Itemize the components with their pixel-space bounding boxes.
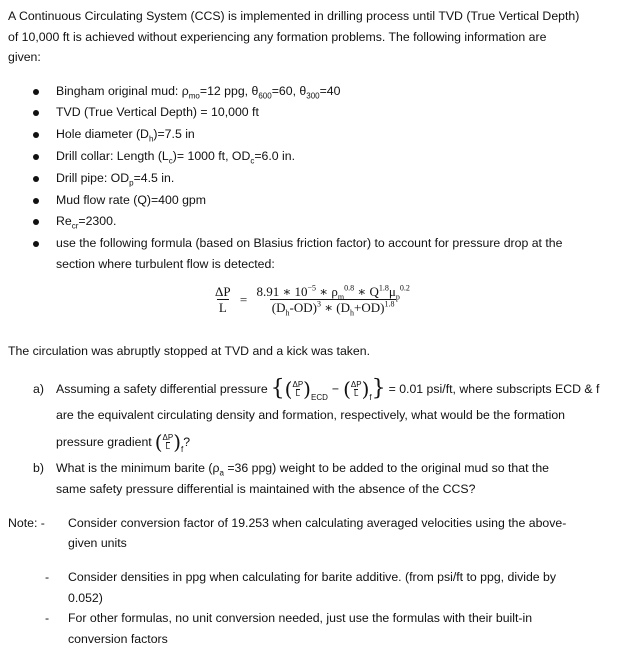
formula-rhs: $\frac{8.91 ∗ 10^{-5} ∗ \rho_m^{0.8} ∗ Q^{1.8}\mu_p^{0.2}}{(D_h-OD)^3 ∗ (D_h+OD)^{1.8}}$	[256, 283, 410, 318]
question-a-line-3: pressure gradient ( ΔP L ) f ?	[56, 430, 191, 454]
note-2-line-2: 0.052)	[68, 591, 103, 605]
bullet-formula-intro-1: use the following formula (based on Blasius friction factor) to account for pressure drop at the	[56, 236, 563, 250]
note-1-line-2: given units	[68, 536, 127, 550]
intro-line-2: of 10,000 ft is achieved without experiencing any formation problems. The following information are	[8, 30, 547, 44]
question-a-line-1: Assuming a safety differential pressure { ( ΔP L ) ECD − ( ΔP L ) f } = 0.01 psi/ft, where subscripts ECD & f	[56, 376, 600, 402]
bullet-drill-pipe: Drill pipe: $OD_p=4.5$ in.	[56, 171, 175, 188]
kick-statement: The circulation was abruptly stopped at TVD and a kick was taken.	[8, 344, 371, 358]
bullet-tvd: TVD (True Vertical Depth) = 10,000 ft	[56, 105, 259, 119]
dp-over-l-ecd: ΔP L	[292, 379, 304, 398]
dp-over-l-f: ΔP L	[350, 379, 362, 398]
bullet-dot	[33, 198, 39, 204]
dp-over-l-formation: ΔP L	[162, 432, 174, 451]
note-1-line-1: Consider conversion factor of 19.253 when calculating averaged velocities using the above-	[68, 516, 567, 530]
bullet-dot	[33, 89, 39, 95]
question-a-label: a)	[33, 382, 44, 396]
bullet-dot	[33, 176, 39, 182]
question-b-line-1: What is the minimum barite ($\rho_a =36$ ppg) weight to be added to the original mud so that the	[56, 461, 550, 478]
intro-line-3: given:	[8, 50, 41, 64]
bullet-dot	[33, 241, 39, 247]
bullet-bingham-mud: Bingham original mud: $\rho_{mo}=12$ ppg, $\theta_{600}=60$, $\theta_{300}=40$	[56, 84, 341, 101]
question-a-line-2: are the equivalent circulating density and formation, respectively, what would be the formation	[56, 408, 566, 422]
bullet-dot	[33, 154, 39, 160]
bullet-critical-reynolds: $Re_{cr}=2300$.	[56, 214, 117, 231]
note-label: Note: -	[8, 516, 45, 530]
bullet-dot	[33, 132, 39, 138]
question-b-label: b)	[33, 461, 44, 475]
bullet-drill-collar: Drill collar: Length $(L_c)= 1000$ ft, $OD_c=6.0$ in.	[56, 149, 296, 166]
note-2-line-1: Consider densities in ppg when calculating for barite additive. (from psi/ft to ppg, divide by	[68, 570, 557, 584]
bullet-formula-intro-2: section where turbulent flow is detected:	[56, 257, 275, 271]
bullet-flow-rate: Mud flow rate (Q)=400 gpm	[56, 193, 207, 207]
note-dash: -	[45, 570, 50, 584]
note-3-line-1: For other formulas, no unit conversion needed, just use the formulas with their built-in	[68, 611, 533, 625]
bullet-dot	[33, 110, 39, 116]
bullet-dot	[33, 219, 39, 225]
intro-line-1: A Continuous Circulating System (CCS) is implemented in drilling process until TVD (True Vertical Depth)	[8, 9, 580, 23]
note-dash: -	[45, 611, 50, 625]
question-b-line-2: same safety pressure differential is maintained with the absence of the CCS?	[56, 482, 476, 496]
note-3-line-2: conversion factors	[68, 632, 168, 646]
formula-lhs: $\frac{\Delta P}{L}$	[215, 284, 231, 315]
bullet-hole-diameter: Hole diameter $(D_h)=7.5$ in	[56, 127, 195, 144]
blasius-formula: $\frac{\Delta P}{L}$ = $\frac{8.91 ∗ 10^{-5} ∗ \rho_m^{0.8} ∗ Q^{1.8}\mu_p^{0.2}}{(D_h-OD)^3 ∗ (D_h+OD)^{1.8}}$	[215, 283, 410, 318]
